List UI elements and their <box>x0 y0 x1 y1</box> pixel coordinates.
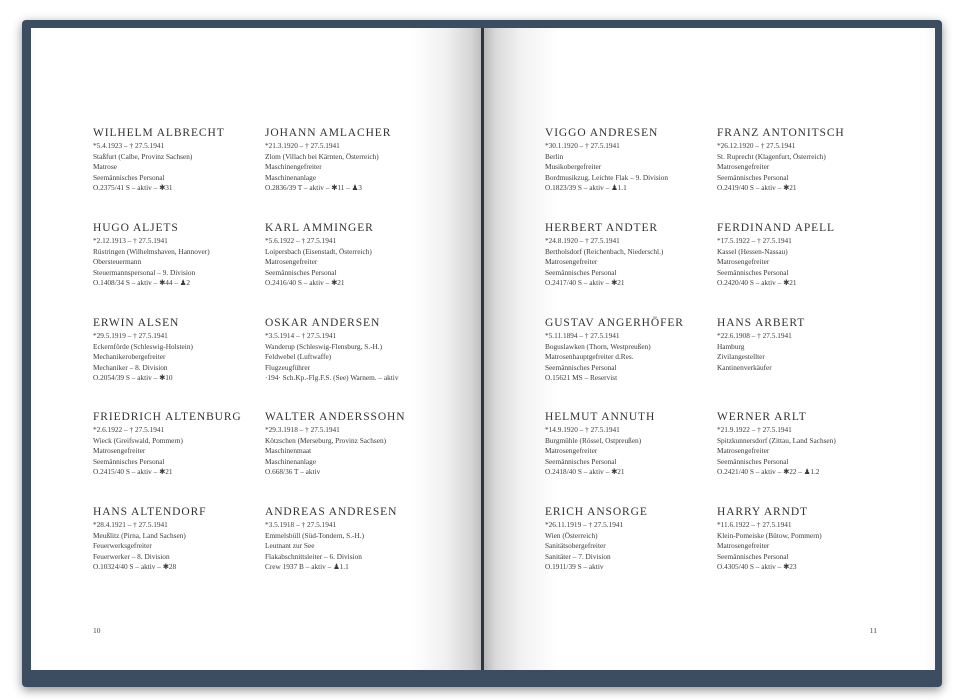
entry-detail-line: *30.1.1920 – † 27.5.1941 <box>545 141 620 150</box>
entry-detail-line: O.4305/40 S – aktiv – ✱23 <box>717 562 797 572</box>
entry-detail-line: Seemännisches Personal <box>717 172 789 182</box>
entry-detail-line: Kassel (Hessen-Nassau) <box>717 246 788 256</box>
entry <box>717 317 907 373</box>
entry-detail-line: Berlin <box>545 151 564 161</box>
entry-detail-line: Bertholsdorf (Reichenbach, Niederschl.) <box>545 246 664 256</box>
entry-detail-line: *21.9.1922 – † 27.5.1941 <box>717 425 792 434</box>
entry-name: WERNER ARLT <box>717 411 807 423</box>
entry-detail-line: Matrosengefreiter <box>717 257 770 267</box>
entry-name: FERDINAND APELL <box>717 222 835 234</box>
entry-detail-line: Flugzeugführer <box>265 362 310 372</box>
entry-detail-line: *26.12.1920 – † 27.5.1941 <box>717 141 796 150</box>
entry <box>265 127 455 194</box>
entry-detail-line: O.2836/39 T – aktiv – ✱11 – ♟3 <box>265 183 362 193</box>
entry-name: FRIEDRICH ALTENBURG <box>93 411 242 423</box>
entry <box>93 317 283 384</box>
entry-detail-line: Maschinengefreiter <box>265 162 322 172</box>
entry-detail-line: Hamburg <box>717 341 745 351</box>
entry <box>93 411 283 478</box>
entry-detail-line: Meußlitz (Pirna, Land Sachsen) <box>93 530 186 540</box>
entry-name: ERWIN ALSEN <box>93 317 180 329</box>
entry-name: FRANZ ANTONITSCH <box>717 127 845 139</box>
entry-name: KARL AMMINGER <box>265 222 374 234</box>
entry-detail-line: *28.4.1921 – † 27.5.1941 <box>93 520 168 529</box>
entry-detail-line: Flakabschnittsleiter – 6. Division <box>265 551 362 561</box>
entry-detail-line: O.2375/41 S – aktiv – ✱31 <box>93 183 173 193</box>
entry-detail-line: *24.8.1920 – † 27.5.1941 <box>545 236 620 245</box>
page-number: 10 <box>93 626 101 635</box>
left-page <box>31 28 482 670</box>
entry-detail-line: Matrosengefreiter <box>717 162 770 172</box>
entry <box>265 222 455 289</box>
entry <box>265 506 455 573</box>
entry-detail-line: Matrosengefreiter <box>717 446 770 456</box>
entry-detail-line: Wieck (Greifswald, Pommern) <box>93 435 183 445</box>
entry-detail-line: *3.5.1918 – † 27.5.1941 <box>265 520 337 529</box>
entry-detail-line: *17.5.1922 – † 27.5.1941 <box>717 236 792 245</box>
entry <box>93 506 283 573</box>
entry <box>545 317 735 384</box>
entry <box>545 506 735 573</box>
entry-name: HUGO ALJETS <box>93 222 179 234</box>
entry-detail-line: Bordmusikzug, Leichte Flak – 9. Division <box>545 172 669 182</box>
entry-detail-line: O.2417/40 S – aktiv – ✱21 <box>545 278 625 288</box>
entry-name: HANS ALTENDORF <box>93 506 207 518</box>
entry <box>717 127 907 194</box>
entry-detail-line: *21.3.1920 – † 27.5.1941 <box>265 141 340 150</box>
entry-detail-line: O.15621 MS – Reservist <box>545 373 618 383</box>
entry-detail-line: Feuerwerker – 8. Division <box>93 551 170 561</box>
entry-name: GUSTAV ANGERHÖFER <box>545 317 684 329</box>
entry-detail-line: *5.4.1923 – † 27.5.1941 <box>93 141 165 150</box>
entry-name: WILHELM ALBRECHT <box>93 127 225 139</box>
entry-detail-line: Crew 1937 B – aktiv – ♟1.1 <box>265 562 349 572</box>
entry-detail-line: Matrosengefreiter <box>545 446 598 456</box>
entry-detail-line: O.2418/40 S – aktiv – ✱21 <box>545 467 625 477</box>
entry-detail-line: Seemännisches Personal <box>545 267 617 277</box>
entry-detail-line: Maschinenanlage <box>265 172 317 182</box>
entry-detail-line: Sanitätsobergefreiter <box>545 541 606 551</box>
entry-detail-line: Zlom (Villach bei Kärnten, Österreich) <box>265 151 379 161</box>
entry-detail-line: St. Ruprecht (Klagenfurt, Österreich) <box>717 151 826 161</box>
entry-detail-line: Obersteuermann <box>93 257 142 267</box>
entry-detail-line: *29.5.1919 – † 27.5.1941 <box>93 331 168 340</box>
entry <box>717 222 907 289</box>
entry-detail-line: *26.11.1919 – † 27.5.1941 <box>545 520 624 529</box>
entry-detail-line: Loipersbach (Eisenstadt, Österreich) <box>265 246 372 256</box>
entry-name: WALTER ANDERSSOHN <box>265 411 406 423</box>
entry-detail-line: Matrosengefreiter <box>717 541 770 551</box>
entry-detail-line: Matrosengefreiter <box>93 446 146 456</box>
entry-detail-line: Seemännisches Personal <box>717 267 789 277</box>
entry-name: ERICH ANSORGE <box>545 506 648 518</box>
entry-detail-line: Sanitäter – 7. Division <box>545 551 611 561</box>
entry-detail-line: Seemännisches Personal <box>93 172 165 182</box>
entry-detail-line: *22.6.1908 – † 27.5.1941 <box>717 331 792 340</box>
page-number: 11 <box>869 626 877 635</box>
entry-detail-line: O.2420/40 S – aktiv – ✱21 <box>717 278 797 288</box>
entry-detail-line: O.10324/40 S – aktiv – ✱28 <box>93 562 177 572</box>
entry-detail-line: Maschinenmaat <box>265 446 312 456</box>
entry-detail-line: Feldwebel (Luftwaffe) <box>265 352 332 362</box>
entry-detail-line: *11.6.1922 – † 27.5.1941 <box>717 520 792 529</box>
entry-name: VIGGO ANDRESEN <box>545 127 659 139</box>
entry-detail-line: *29.3.1918 – † 27.5.1941 <box>265 425 340 434</box>
entry-detail-line: O.2416/40 S – aktiv – ✱21 <box>265 278 345 288</box>
entry-detail-line: Seemännisches Personal <box>545 456 617 466</box>
entry <box>545 222 735 289</box>
entry-name: OSKAR ANDERSEN <box>265 317 381 329</box>
entry-detail-line: *2.6.1922 – † 27.5.1941 <box>93 425 165 434</box>
right-page <box>484 28 935 670</box>
entry-detail-line: Seemännisches Personal <box>717 456 789 466</box>
entry-detail-line: Seemännisches Personal <box>93 456 165 466</box>
entry-detail-line: Musikobergefreiter <box>545 162 602 172</box>
entry-detail-line: Kötzschen (Merseburg, Provinz Sachsen) <box>265 435 387 445</box>
entry-name: JOHANN AMLACHER <box>265 127 392 139</box>
entry <box>93 127 283 194</box>
entry-detail-line: *5.6.1922 – † 27.5.1941 <box>265 236 337 245</box>
entry-detail-line: *5.11.1894 – † 27.5.1941 <box>545 331 620 340</box>
entry-detail-line: Matrosengefreiter <box>545 257 598 267</box>
entry <box>93 222 283 289</box>
entry-detail-line: O.2415/40 S – aktiv – ✱21 <box>93 467 173 477</box>
entry-detail-line: *14.9.1920 – † 27.5.1941 <box>545 425 620 434</box>
entry <box>717 506 907 573</box>
entry <box>545 127 735 194</box>
entry-detail-line: Wanderup (Schleswig-Flensburg, S.-H.) <box>265 341 383 351</box>
entry-detail-line: Seemännisches Personal <box>717 551 789 561</box>
entry-detail-line: O.2419/40 S – aktiv – ✱21 <box>717 183 797 193</box>
entry <box>265 411 455 478</box>
entry-detail-line: Matrosengefreiter <box>265 257 318 267</box>
entry-detail-line: Wien (Österreich) <box>545 530 598 540</box>
entry-detail-line: Leutnant zur See <box>265 541 315 551</box>
entry-detail-line: *2.12.1913 – † 27.5.1941 <box>93 236 168 245</box>
entry <box>545 411 735 478</box>
entry-detail-line: Kantinenverkäufer <box>717 362 772 372</box>
entry-detail-line: Emmelsbüll (Süd-Tondern, S.-H.) <box>265 530 364 540</box>
entry-detail-line: Eckernförde (Schleswig-Holstein) <box>93 341 193 351</box>
entry-detail-line: O.668/36 T – aktiv <box>265 467 321 477</box>
entry-name: HERBERT ANDTER <box>545 222 658 234</box>
entry-detail-line: ·194· Sch.Kp.-Flg.F.S. (See) Warnem. – aktiv <box>265 373 399 383</box>
entry-name: HELMUT ANNUTH <box>545 411 656 423</box>
entry-name: ANDREAS ANDRESEN <box>265 506 398 518</box>
entry-detail-line: Matrosenhauptgefreiter d.Res. <box>545 352 634 362</box>
entry-detail-line: Burgmühle (Rössel, Ostpreußen) <box>545 435 642 445</box>
entry-detail-line: O.2421/40 S – aktiv – ✱22 – ♟1.2 <box>717 467 820 477</box>
entry-detail-line: Steuermannspersonal – 9. Division <box>93 267 196 277</box>
entry-detail-line: *3.5.1914 – † 27.5.1941 <box>265 331 337 340</box>
entry-detail-line: Maschinenanlage <box>265 456 317 466</box>
entry-detail-line: Rüstringen (Wilhelmshaven, Hannover) <box>93 246 210 256</box>
entry-detail-line: Mechaniker – 8. Division <box>93 362 168 372</box>
entry-detail-line: O.1408/34 S – aktiv – ✱44 – ♟2 <box>93 278 190 288</box>
entry-name: HARRY ARNDT <box>717 506 808 518</box>
entry-detail-line: O.1911/39 S – aktiv <box>545 562 604 572</box>
entry-detail-line: Mechanikerobergefreiter <box>93 352 166 362</box>
entry-detail-line: Staßfurt (Calbe, Provinz Sachsen) <box>93 151 193 161</box>
entry <box>265 317 455 384</box>
entry <box>717 411 907 478</box>
entry-detail-line: Klein-Pomeiske (Bütow, Pommern) <box>717 530 822 540</box>
entry-detail-line: Seemännisches Personal <box>265 267 337 277</box>
entry-detail-line: O.2054/39 S – aktiv – ✱10 <box>93 373 173 383</box>
entry-detail-line: O.1823/39 S – aktiv – ♟1.1 <box>545 183 627 193</box>
entry-detail-line: Seemännisches Personal <box>545 362 617 372</box>
entry-detail-line: Zivilangestellter <box>717 352 765 362</box>
entry-detail-line: Spitzkunnersdorf (Zittau, Land Sachsen) <box>717 435 836 445</box>
entry-detail-line: Boguslawken (Thorn, Westpreußen) <box>545 341 651 351</box>
entry-detail-line: Feuerwerksgefreiter <box>93 541 152 551</box>
entry-detail-line: Matrose <box>93 162 117 172</box>
entry-name: HANS ARBERT <box>717 317 806 329</box>
